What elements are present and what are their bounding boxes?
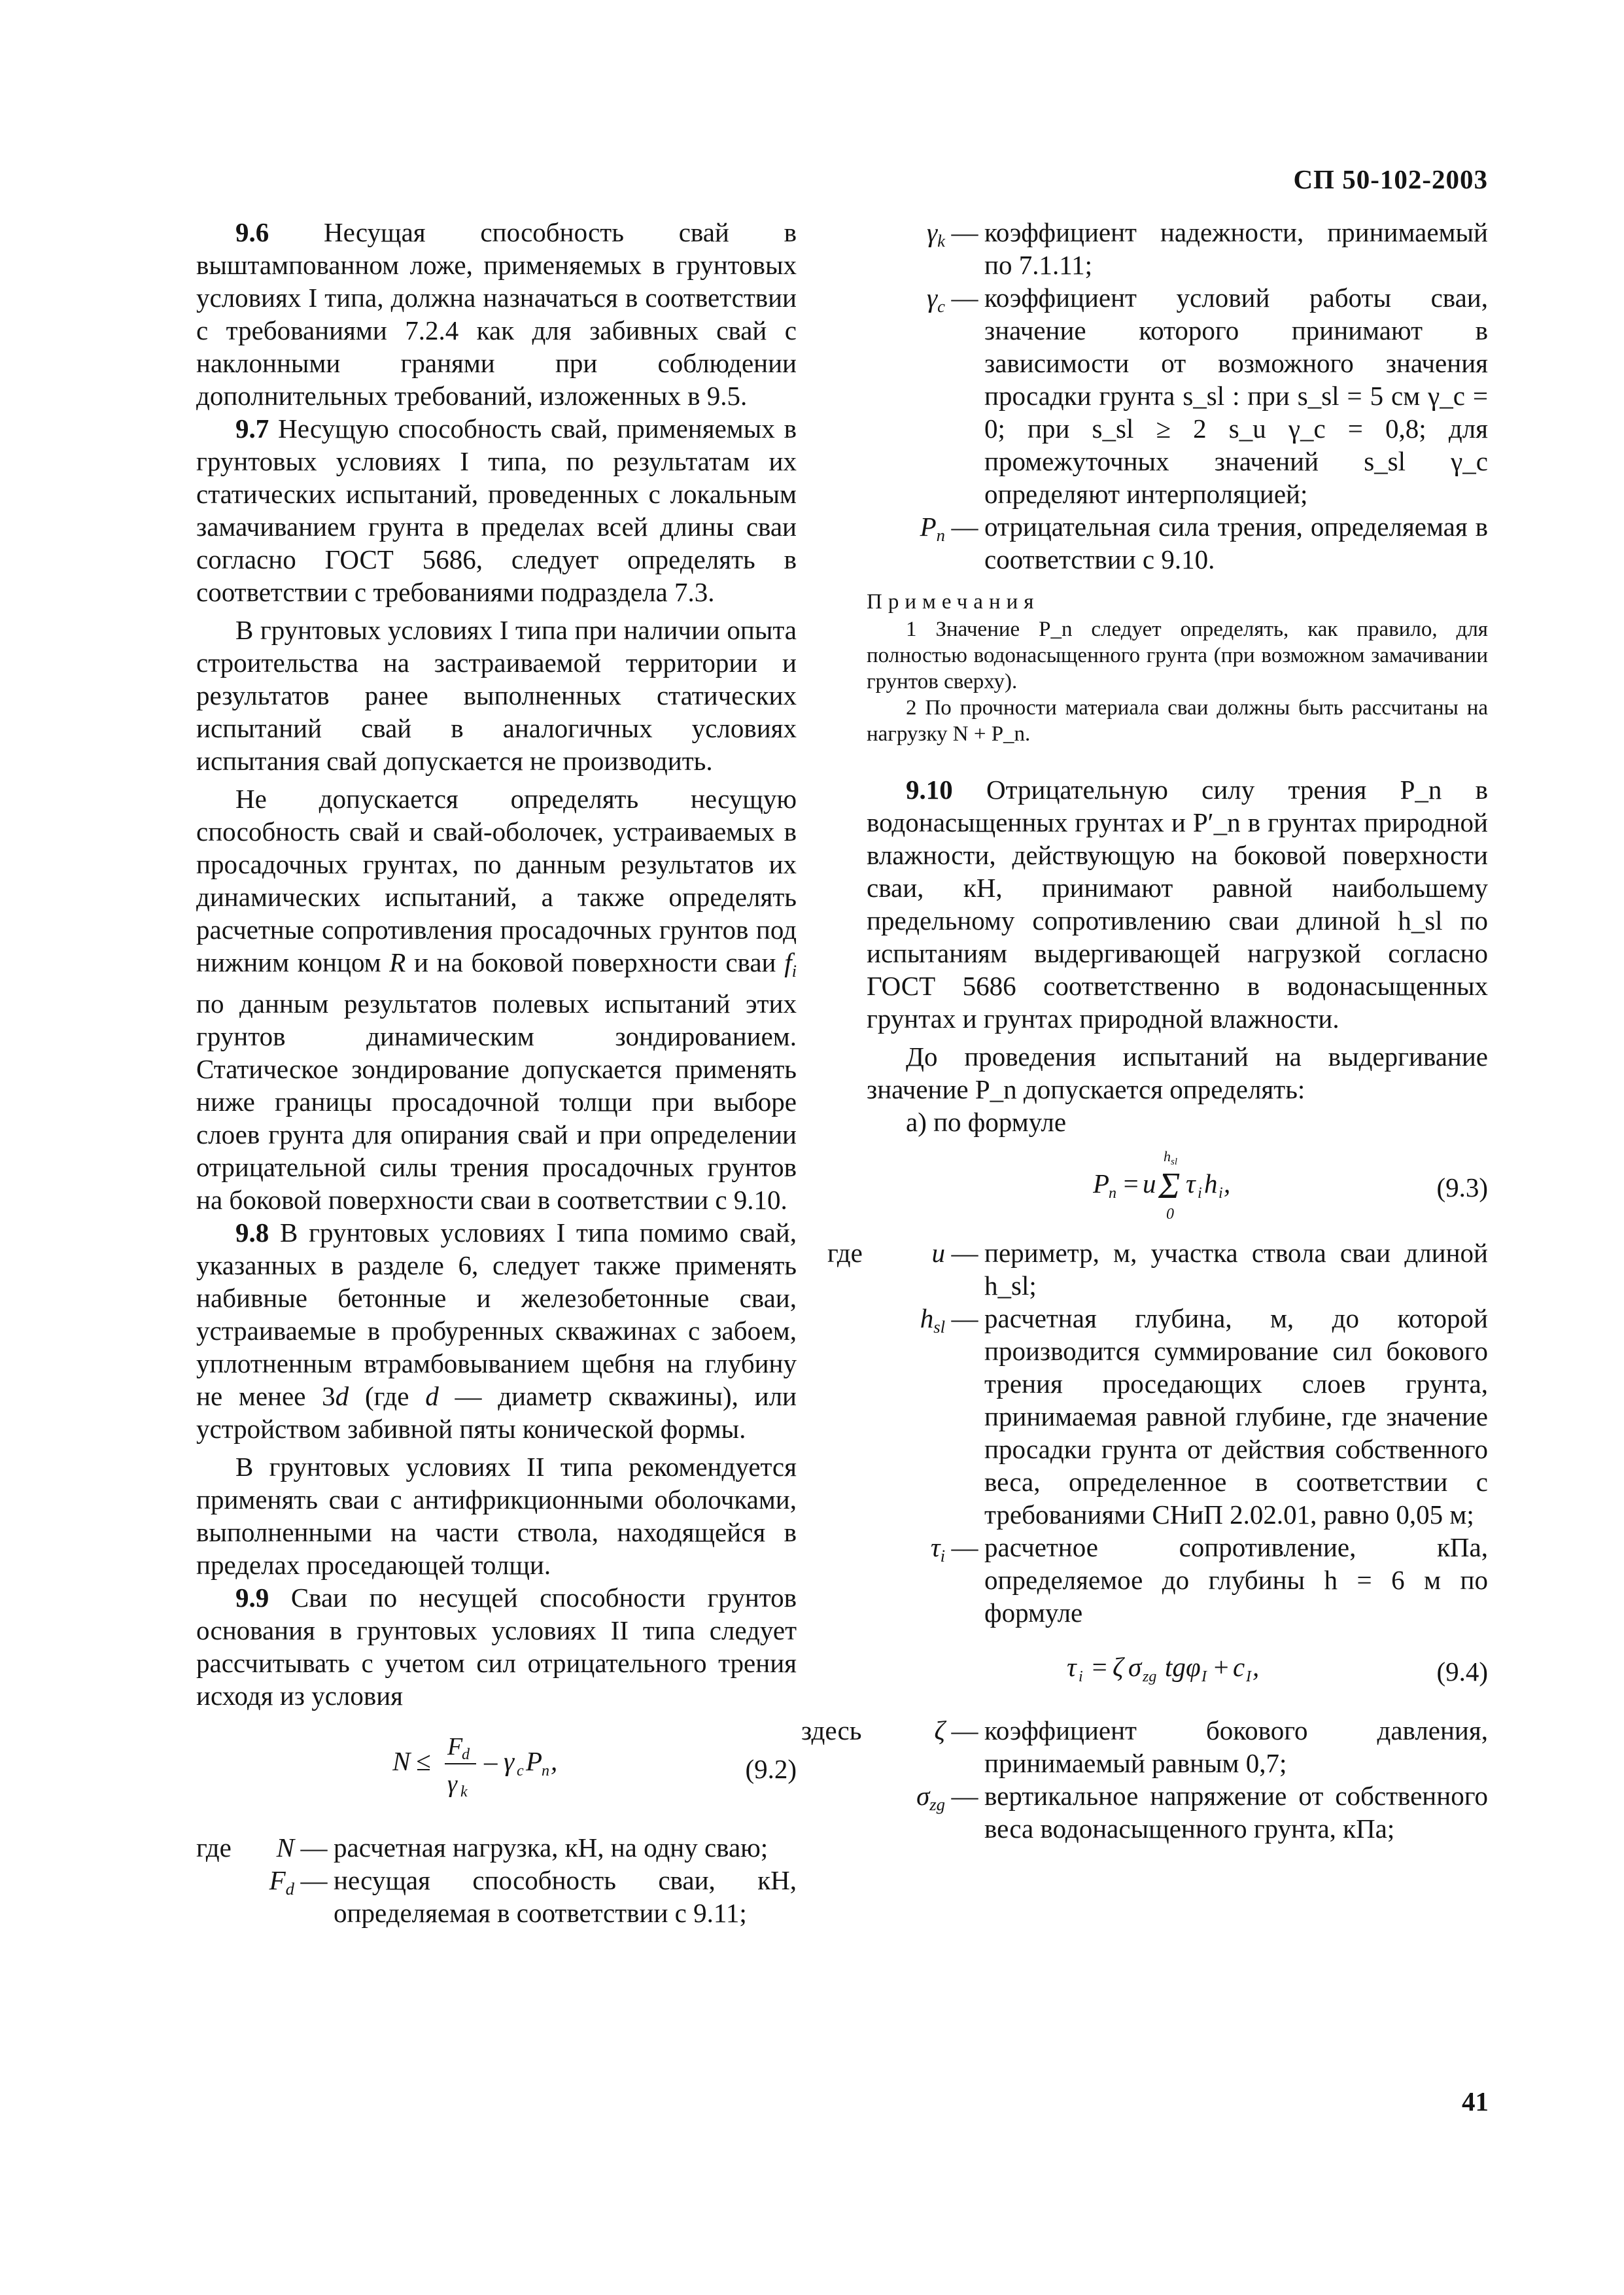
definition-item: $F_d$ — несущая способность сваи, кН, определяемая в соответствии с 9.11; bbox=[269, 1865, 797, 1928]
svg-text:c: c bbox=[1232, 1652, 1245, 1682]
svg-text:i: i bbox=[1197, 1185, 1202, 1202]
list-item-a: а) по формуле bbox=[906, 1107, 1067, 1137]
definition-item: $\gamma_c$ — коэффициент условий работы сваи, значение которого принимают в зависимости от возможного значения просадки грунта s_sl : при s_sl = 5 см γ_c = 0; при s_sl ≥ 2 s_u γ_c = 0,8; для промежуточных значений s_sl γ_c определяют интерполяцией; bbox=[927, 283, 1488, 509]
svg-text:F: F bbox=[447, 1732, 462, 1761]
svg-text:≤: ≤ bbox=[415, 1745, 431, 1776]
definition-item: здесь ζ — коэффициент бокового давления, принимаемый равным 0,7; bbox=[801, 1715, 1488, 1778]
paragraph: В грунтовых условиях II типа рекомендуется применять сваи с антифрикционными оболочками, выполненными на части ствола, находящейся в пределах проседающей толщи. bbox=[196, 1451, 797, 1580]
definition-item: $\sigma_{zg}$ — вертикальное напряжение от собственного веса водонасыщенного грунта, кПа; bbox=[916, 1781, 1488, 1844]
equation-number: (9.3) bbox=[1436, 1172, 1488, 1202]
equation-number: (9.2) bbox=[745, 1753, 797, 1784]
svg-text:+: + bbox=[1211, 1652, 1230, 1682]
svg-text:d: d bbox=[461, 1745, 470, 1763]
svg-text:,: , bbox=[1252, 1652, 1259, 1682]
svg-text:γ: γ bbox=[447, 1770, 457, 1798]
page-number: 41 bbox=[1462, 2086, 1489, 2116]
svg-text:n: n bbox=[1108, 1185, 1116, 1202]
note-1: 1 Значение P_n следует определять, как правило, для полностью водонасыщенного грунта (при возможном замачивании грунтов сверху). bbox=[867, 618, 1488, 693]
svg-text:sl: sl bbox=[1170, 1157, 1177, 1167]
clause-9-8: 9.8 В грунтовых условиях I типа помимо свай, указанных в разделе 6, следует также применять набивные бетонные и железобетонные сваи, устраиваемые в пробуренных скважинах с забоем, уплотненным втрамбовыванием щебня на глубину не менее 3d (где d — диаметр скважины), или устройством забивной пяты конической формы. bbox=[196, 1217, 797, 1444]
formula-9-3 bbox=[867, 1138, 1488, 1236]
svg-text:n: n bbox=[541, 1762, 549, 1779]
clause-9-9: 9.9 Сваи по несущей способности грунтов основания в грунтовых условиях II типа следует рассчитывать с учетом сил отрицательного трения исходя из условия bbox=[196, 1582, 797, 1711]
svg-text:zg: zg bbox=[1142, 1668, 1157, 1685]
formula-9-2 bbox=[196, 1720, 797, 1818]
svg-text:u: u bbox=[1142, 1168, 1156, 1199]
right-column bbox=[801, 216, 1488, 1845]
notes-title: Примечания bbox=[867, 590, 1040, 614]
svg-text:k: k bbox=[460, 1783, 468, 1800]
definition-list bbox=[801, 1714, 1488, 1845]
svg-text:P: P bbox=[525, 1745, 542, 1776]
svg-text:P: P bbox=[1092, 1168, 1109, 1199]
formula-9-3-expression bbox=[1093, 1142, 1289, 1227]
definition-item: $\tau_i$ — расчетное сопротивление, кПа, определяемое до глубины h = 6 м по формуле bbox=[930, 1532, 1488, 1628]
paragraph: В грунтовых условиях I типа при наличии опыта строительства на застраиваемой территории и результатов ранее выполненных статических испытаний свай в аналогичных условиях испытания свай допускается не производить. bbox=[196, 615, 797, 776]
svg-text:,: , bbox=[550, 1745, 557, 1776]
svg-text:i: i bbox=[1078, 1668, 1083, 1685]
svg-text:c: c bbox=[516, 1762, 524, 1779]
svg-text:0: 0 bbox=[1166, 1206, 1174, 1223]
svg-text:ζ: ζ bbox=[1112, 1652, 1124, 1682]
clause-9-7: 9.7 Несущую способность свай, применяемых в грунтовых условиях I типа, по результатам их статических испытаний, проведенных с локальным замачиванием грунта в пределах всей длины сваи согласно ГОСТ 5686, следует определять в соответствии с требованиями подраздела 7.3. bbox=[196, 413, 797, 607]
svg-text:h: h bbox=[1163, 1148, 1171, 1165]
definition-item: $P_n$ — отрицательная сила трения, определяемая в соответствии с 9.10. bbox=[920, 512, 1488, 574]
svg-text:=: = bbox=[1121, 1168, 1140, 1199]
definition-item: где N — расчетная нагрузка, кН, на одну сваю; bbox=[196, 1832, 769, 1863]
svg-text:N: N bbox=[392, 1745, 411, 1776]
definition-list bbox=[867, 216, 1488, 576]
svg-text:=: = bbox=[1090, 1652, 1109, 1682]
clause-9-6: 9.6 Несущая способность свай в выштампованном ложе, применяемых в грунтовых условиях I типа, должна назначаться в соответствии с требованиями 7.2.4 как для забивных свай с наклонными гранями при соблюдении дополнительных требований, изложенных в 9.5. bbox=[196, 217, 797, 411]
formula-9-2-expression bbox=[392, 1730, 628, 1802]
left-column bbox=[196, 216, 797, 1929]
definition-item: $h_{sl}$ — расчетная глубина, м, до которой производится суммирование сил бокового трения проседающих слоев грунта, принимаемая равной глубине, где значение просадки грунта от действия собственного веса, определенное в соответствии с требованиями СНиП 2.02.01, равно 0,05 м; bbox=[920, 1303, 1488, 1530]
svg-text:τ: τ bbox=[1066, 1652, 1077, 1682]
svg-text:tg: tg bbox=[1164, 1652, 1186, 1682]
definition-item: $\gamma_k$ — коэффициент надежности, принимаемый по 7.1.11; bbox=[927, 217, 1488, 280]
paragraph: Не допускается определять несущую способность свай и свай-оболочек, устраиваемых в просадочных грунтах, по данным результатов их динамических испытаний, а также определять расчетные сопротивления просадочных грунтов под нижним концом R и на боковой поверхности сваи $f_i$ по данным результатов полевых испытаний этих грунтов динамическим зондированием. Статическое зондирование допускается применять ниже границы просадочной толщи при выборе слоев грунта для опирания свай и при определении отрицательной силы трения просадочных грунтов на боковой поверхности сваи в соответствии с 9.10. bbox=[196, 784, 797, 1215]
svg-text:,: , bbox=[1223, 1168, 1230, 1199]
document-code: СП 50-102-2003 bbox=[1293, 164, 1488, 194]
svg-text:h: h bbox=[1203, 1168, 1218, 1199]
svg-text:φ: φ bbox=[1185, 1652, 1201, 1682]
note-2: 2 По прочности материала сваи должны быть рассчитаны на нагрузку N + P_n. bbox=[867, 696, 1488, 746]
notes-block bbox=[867, 589, 1488, 747]
definition-list bbox=[196, 1831, 797, 1929]
svg-text:Σ: Σ bbox=[1158, 1166, 1180, 1206]
definition-item: где u — периметр, м, участка ствола сваи длиной h_sl; bbox=[827, 1238, 1488, 1301]
svg-text:σ: σ bbox=[1128, 1652, 1141, 1682]
svg-text:I: I bbox=[1201, 1668, 1207, 1685]
svg-text:–: – bbox=[483, 1745, 498, 1776]
svg-text:I: I bbox=[1245, 1668, 1251, 1685]
formula-9-4-expression bbox=[1067, 1642, 1315, 1694]
paragraph: До проведения испытаний на выдергивание значение P_n допускается определять: bbox=[867, 1042, 1488, 1104]
svg-text:i: i bbox=[1218, 1185, 1223, 1202]
formula-9-4 bbox=[867, 1629, 1488, 1714]
svg-text:τ: τ bbox=[1185, 1168, 1196, 1199]
equation-number: (9.4) bbox=[1436, 1656, 1488, 1687]
definition-list bbox=[827, 1236, 1488, 1629]
svg-text:γ: γ bbox=[503, 1745, 514, 1776]
clause-9-10: 9.10 Отрицательную силу трения P_n в водонасыщенных грунтах и P′_n в грунтах природной влажности, действующую на боковой поверхности сваи, кН, принимают равной наибольшему предельному сопротивлению сваи длиной h_sl по испытаниям выдергивающей нагрузкой согласно ГОСТ 5686 соответственно в водонасыщенных грунтах и грунтах природной влажности. bbox=[867, 775, 1488, 1034]
